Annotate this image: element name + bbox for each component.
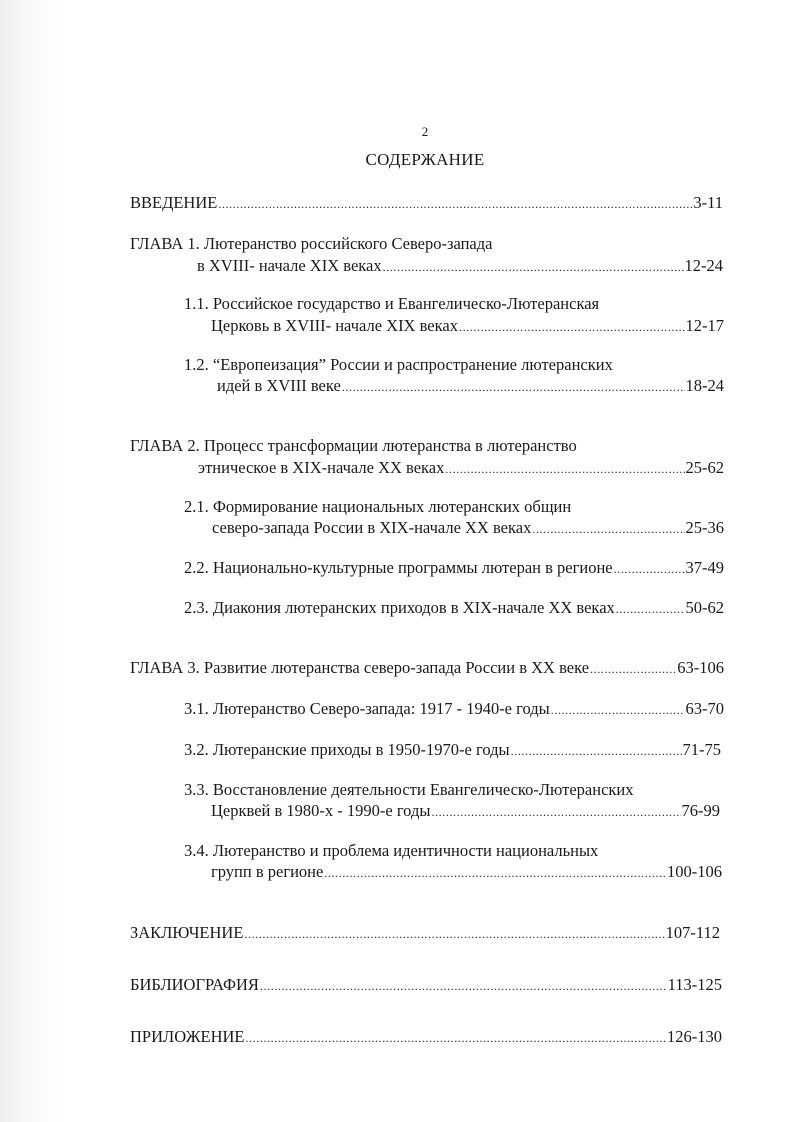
toc-entry-pages: 63-70	[685, 699, 724, 718]
section-3-2-title: 3.2. Лютеранские приходы в 1950-1970-е годы	[184, 740, 510, 759]
toc-entry-appendix	[130, 1027, 722, 1048]
toc-leader-dots	[459, 317, 685, 337]
page-number: 2	[421, 124, 429, 139]
toc-entry-section-3-4	[211, 862, 722, 883]
section-1-1-title: 1.1. Российское государство и Евангелическо-Лютеранская	[184, 294, 600, 313]
section-2-3-title: 2.3. Диакония лютеранских приходов в XIX-начале XX веках	[184, 598, 615, 617]
toc-entry-section-1-2	[217, 376, 724, 397]
toc-entry-pages: 3-11	[693, 193, 723, 212]
toc-entry-label: ЗАКЛЮЧЕНИЕ	[130, 923, 244, 942]
toc-entry-pages: 25-62	[685, 458, 724, 477]
toc-leader-dots	[383, 257, 684, 277]
toc-entry-pages: 63-106	[677, 658, 724, 677]
toc-entry-pages: 12-17	[685, 316, 724, 335]
toc-entry-introduction	[130, 193, 723, 214]
toc-leader-dots	[551, 700, 685, 720]
toc-title: СОДЕРЖАНИЕ	[365, 150, 485, 169]
toc-entry-section-2-3	[184, 598, 724, 619]
toc-entry-label: ПРИЛОЖЕНИЕ	[130, 1027, 245, 1046]
toc-leader-dots	[532, 519, 684, 539]
section-1-1-title-cont: Церковь в XVIII- начале XIX веках	[211, 316, 458, 335]
toc-entry-pages: 18-24	[685, 376, 724, 395]
toc-leader-dots	[260, 976, 667, 996]
chapter-2-title-cont: этническое в XIX-начале XX веках	[198, 458, 445, 477]
toc-entry-bibliography	[130, 975, 722, 996]
toc-leader-dots	[342, 377, 685, 397]
toc-entry-chapter-3	[130, 658, 724, 679]
toc-leader-dots	[244, 924, 664, 944]
toc-entry-label: ВВЕДЕНИЕ	[130, 193, 218, 212]
toc-entry-section-1-1	[211, 316, 724, 337]
section-2-1-title-cont: северо-запада России в XIX-начале XX веках	[212, 518, 532, 537]
toc-entry-section-3-3	[211, 801, 720, 822]
toc-entry-chapter-1	[197, 256, 723, 277]
toc-entry-label: БИБЛИОГРАФИЯ	[130, 975, 259, 994]
section-3-1-title: 3.1. Лютеранство Северо-запада: 1917 - 1940-е годы	[184, 699, 550, 718]
section-1-2-title: 1.2. “Европеизация” России и распространение лютеранских	[184, 355, 613, 374]
toc-leader-dots	[614, 559, 685, 579]
toc-entry-pages: 76-99	[681, 801, 720, 820]
toc-entry-pages: 126-130	[667, 1027, 722, 1046]
toc-entry-section-2-2	[184, 558, 724, 579]
toc-entry-pages: 107-112	[665, 923, 720, 942]
toc-leader-dots	[590, 659, 676, 679]
toc-leader-dots	[245, 1028, 666, 1048]
toc-entry-pages: 113-125	[667, 975, 722, 994]
chapter-3-title: ГЛАВА 3. Развитие лютеранства северо-запада России в XX веке	[130, 658, 590, 677]
toc-leader-dots	[445, 459, 684, 479]
section-3-3-title-cont: Церквей в 1980-х - 1990-е годы	[211, 801, 431, 820]
chapter-1-title: ГЛАВА 1. Лютеранство российского Северо-запада	[130, 234, 493, 253]
toc-entry-pages: 50-62	[685, 598, 724, 617]
section-3-3-title: 3.3. Восстановление деятельности Евангелическо-Лютеранских	[184, 780, 634, 799]
section-1-2-title-cont: идей в XVIII веке	[217, 376, 341, 395]
toc-entry-pages: 71-75	[682, 740, 721, 759]
section-2-2-title: 2.2. Национально-культурные программы лютеран в регионе	[184, 558, 613, 577]
toc-entry-pages: 100-106	[667, 862, 722, 881]
toc-leader-dots	[431, 802, 680, 822]
toc-entry-section-3-2	[184, 740, 721, 761]
toc-entry-section-2-1	[212, 518, 724, 539]
toc-entry-chapter-2	[198, 458, 724, 479]
toc-entry-pages: 25-36	[685, 518, 724, 537]
section-2-1-title: 2.1. Формирование национальных лютеранских общин	[184, 497, 572, 516]
toc-entry-pages: 12-24	[684, 256, 723, 275]
toc-entry-section-3-1	[184, 699, 724, 720]
toc-leader-dots	[218, 194, 692, 214]
toc-leader-dots	[616, 599, 685, 619]
toc-leader-dots	[511, 741, 682, 761]
toc-entry-pages: 37-49	[685, 558, 724, 577]
section-3-4-title: 3.4. Лютеранство и проблема идентичности национальных	[184, 841, 599, 860]
chapter-2-title: ГЛАВА 2. Процесс трансформации лютеранства в лютеранство	[130, 436, 577, 455]
section-3-4-title-cont: групп в регионе	[211, 862, 324, 881]
toc-leader-dots	[324, 863, 666, 883]
chapter-1-title-cont: в XVIII- начале XIX веках	[197, 256, 382, 275]
toc-entry-conclusion	[130, 923, 720, 944]
